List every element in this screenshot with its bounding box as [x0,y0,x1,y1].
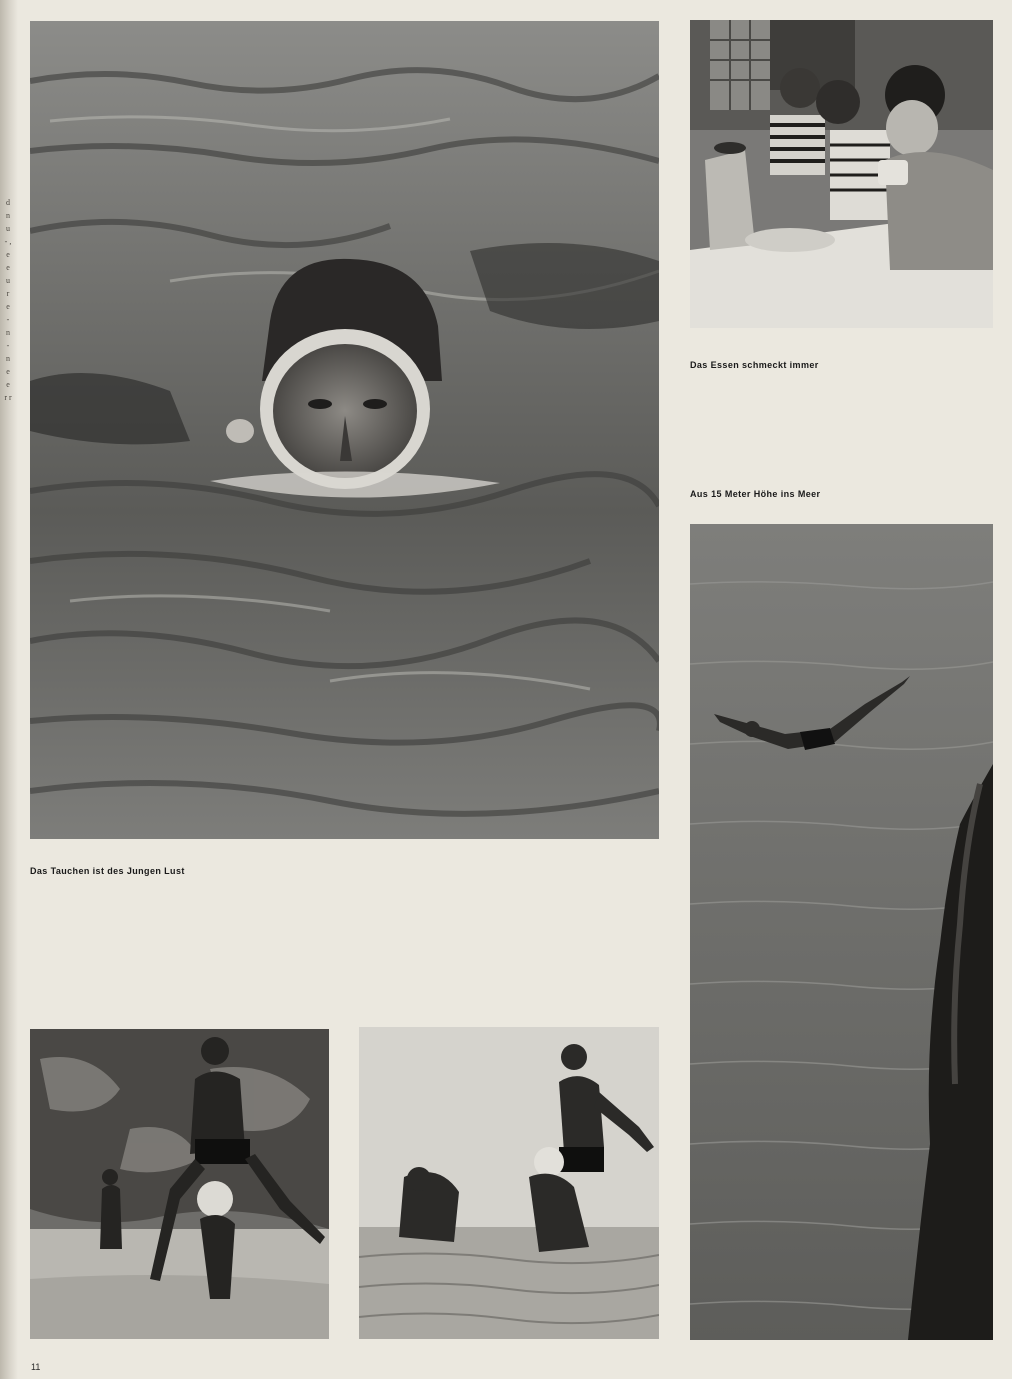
snorkeler-caption: Das Tauchen ist des Jungen Lust [30,866,185,876]
snorkeler-photo [30,21,659,839]
piggyback-beach-photo [30,1029,329,1339]
facing-page-text-edge: d n u - , e e u r e - n - n e e r r [4,198,12,402]
meal-caption: Das Essen schmeckt immer [690,360,819,370]
diver-caption: Aus 15 Meter Höhe ins Meer [690,489,821,499]
page-number: 11 [31,1362,41,1372]
piggyback-sea-photo [359,1027,659,1339]
cliff-diver-photo [690,524,993,1340]
facing-page-gutter [0,0,18,1379]
meal-photo [690,20,993,328]
